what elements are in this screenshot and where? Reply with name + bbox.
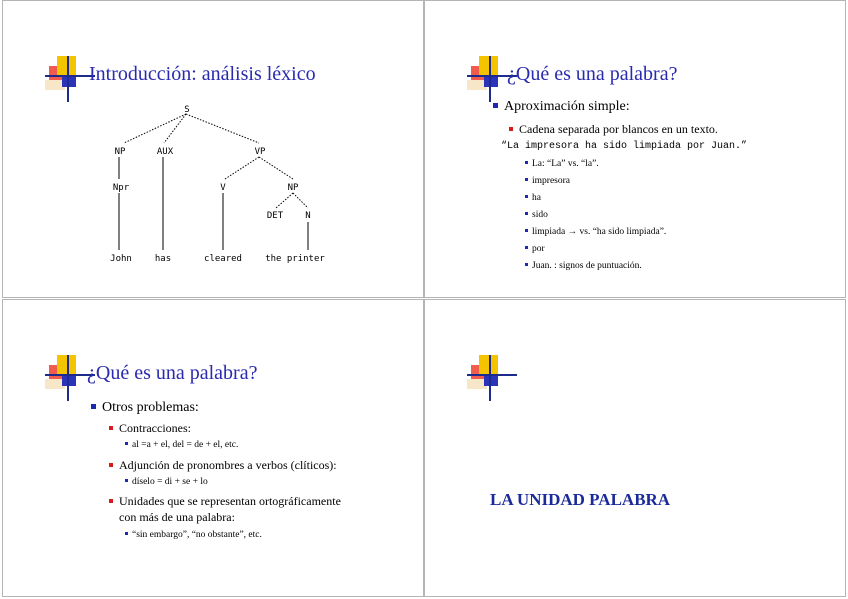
section-title: LA UNIDAD PALABRA	[490, 490, 671, 509]
slide-title: ¿Qué es una palabra?	[507, 63, 678, 85]
list-item: Juan. : signos de puntuación.	[525, 261, 642, 271]
slide-2	[424, 0, 846, 298]
list-item: ha	[525, 193, 541, 203]
tree-edge	[293, 193, 308, 208]
tree-edge	[164, 114, 186, 143]
bullet-square-icon	[109, 463, 113, 467]
tree-node: DET	[266, 211, 284, 221]
bullet-square-icon	[525, 195, 528, 198]
bullet-square-icon	[125, 532, 128, 535]
bullet-square-icon	[525, 229, 528, 232]
list-item: La: “La” vs. “la”.	[525, 159, 599, 169]
bullet-level-3: al =a + el, del = de + el, etc.	[125, 440, 238, 450]
slide-3	[2, 299, 424, 597]
bullet-square-icon	[109, 499, 113, 503]
tree-node: V	[220, 183, 226, 193]
tree-node: NP	[287, 183, 299, 193]
bullet-square-icon	[525, 246, 528, 249]
list-item: impresora	[525, 176, 570, 186]
tree-edge	[276, 193, 293, 208]
example-quote: “La impresora ha sido limpiada por Juan.”	[501, 141, 748, 152]
tree-edge	[186, 114, 259, 143]
slide-4	[424, 299, 846, 597]
bullet-square-icon	[509, 127, 513, 131]
tree-word: cleared	[204, 254, 242, 264]
tree-edge	[225, 157, 259, 179]
tree-word: John	[110, 254, 132, 264]
slide-title: Introducción: análisis léxico	[89, 63, 316, 85]
list-item: sido	[525, 210, 548, 220]
slide-1	[2, 0, 424, 298]
list-item: limpiada → vs. “ha sido limpiada”.	[525, 227, 666, 237]
bullet-square-icon	[493, 103, 498, 108]
slide-logo-icon	[467, 355, 517, 405]
tree-node: VP	[254, 147, 266, 157]
bullet-square-icon	[125, 442, 128, 445]
tree-node: AUX	[156, 147, 174, 157]
bullet-square-icon	[525, 263, 528, 266]
bullet-square-icon	[525, 161, 528, 164]
list-item: por	[525, 244, 545, 254]
slide-title: ¿Qué es una palabra?	[87, 362, 258, 384]
bullet-level-1: Otros problemas:	[91, 400, 199, 416]
tree-edge	[124, 114, 186, 143]
tree-word: has	[154, 254, 172, 264]
bullet-level-2: Adjunción de pronombres a verbos (clíticos):	[109, 458, 337, 473]
bullet-level-2: Unidades que se representan ortográficamente	[109, 494, 341, 509]
bullet-level-2-continuation: con más de una palabra:	[119, 510, 235, 524]
tree-node: NP	[114, 147, 126, 157]
bullet-square-icon	[525, 212, 528, 215]
bullet-level-2: Cadena separada por blancos en un texto.	[509, 122, 718, 137]
bullet-square-icon	[125, 479, 128, 482]
bullet-level-3: “sin embargo”, “no obstante”, etc.	[125, 530, 262, 540]
tree-word: the printer	[265, 254, 325, 264]
bullet-square-icon	[109, 426, 113, 430]
bullet-level-3: díselo = di + se + lo	[125, 477, 208, 487]
bullet-level-1: Aproximación simple:	[493, 99, 630, 115]
tree-node: Npr	[112, 183, 130, 193]
parse-tree	[3, 1, 425, 299]
tree-edge	[259, 157, 293, 179]
tree-node: N	[305, 211, 311, 221]
bullet-square-icon	[91, 404, 96, 409]
bullet-square-icon	[525, 178, 528, 181]
bullet-level-2: Contracciones:	[109, 421, 191, 436]
tree-node: S	[184, 105, 190, 115]
